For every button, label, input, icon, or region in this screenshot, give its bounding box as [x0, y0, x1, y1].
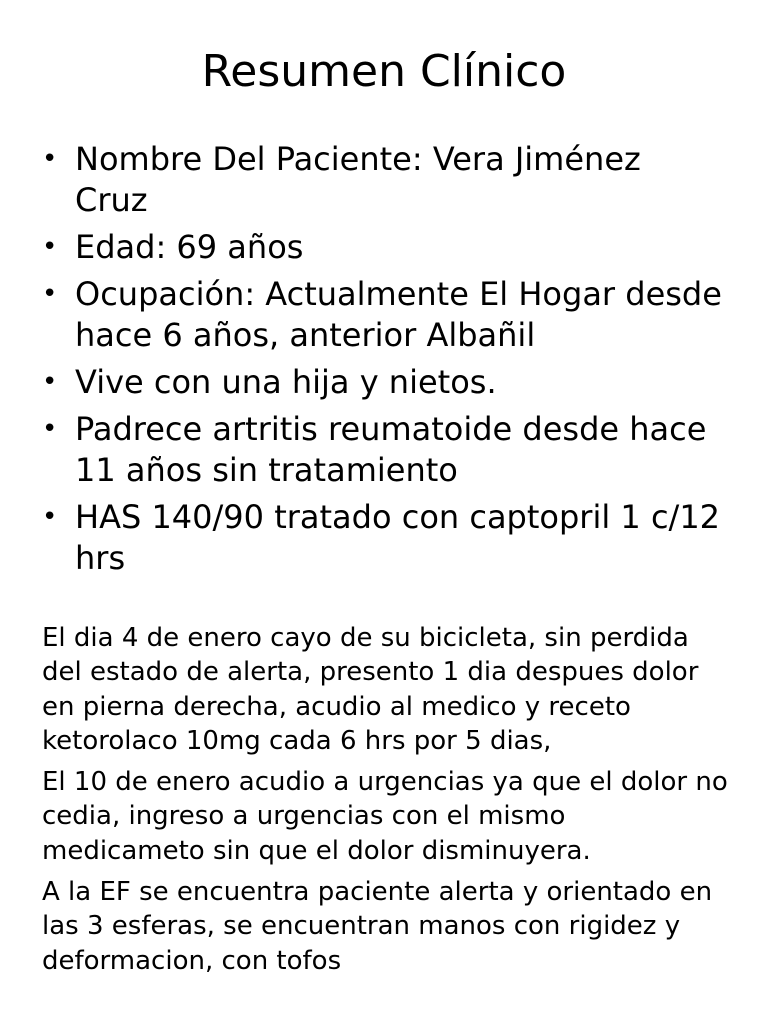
paragraph-physical-exam: A la EF se encuentra paciente alerta y orientado en las 3 esferas, se encuentran manos con rigidez y deformacion, con tofos — [42, 877, 713, 976]
list-item-text: Ocupación: Actualmente El Hogar desde hace 6 años, anterior Albañil — [75, 275, 722, 354]
list-item-text: Edad: 69 años — [75, 228, 304, 266]
list-item-hypertension — [42, 497, 722, 579]
bullet-icon: • — [42, 502, 58, 532]
list-item-age — [42, 227, 722, 268]
patient-summary-list — [42, 139, 722, 585]
bullet-icon: • — [42, 232, 58, 262]
paragraph-fall-history: El dia 4 de enero cayo de su bicicleta, sin perdida del estado de alerta, presento 1 dia despues dolor en pierna derecha, acudio al medico y receto ketorolaco 10mg cada 6 hrs por 5 dias, — [42, 623, 699, 756]
list-item-text: Nombre Del Paciente: Vera Jiménez Cruz — [75, 140, 641, 219]
list-item-occupation — [42, 274, 722, 356]
list-item-household — [42, 362, 722, 403]
list-item-text: Padrece artritis reumatoide desde hace 11 años sin tratamiento — [75, 410, 707, 489]
list-item-arthritis — [42, 409, 722, 491]
list-item-patient-name — [42, 139, 722, 221]
bullet-icon: • — [42, 367, 58, 397]
list-item-text: Vive con una hija y nietos. — [75, 363, 497, 401]
clinical-narrative — [42, 621, 732, 985]
bullet-icon: • — [42, 279, 58, 309]
bullet-icon: • — [42, 144, 58, 174]
bullet-icon: • — [42, 414, 58, 444]
document-title: Resumen Clínico — [201, 46, 567, 97]
paragraph-emergency-visit: El 10 de enero acudio a urgencias ya que el dolor no cedia, ingreso a urgencias con el mismo medicameto sin que el dolor disminuyera. — [42, 767, 728, 866]
list-item-text: HAS 140/90 tratado con captopril 1 c/12 hrs — [75, 498, 721, 577]
